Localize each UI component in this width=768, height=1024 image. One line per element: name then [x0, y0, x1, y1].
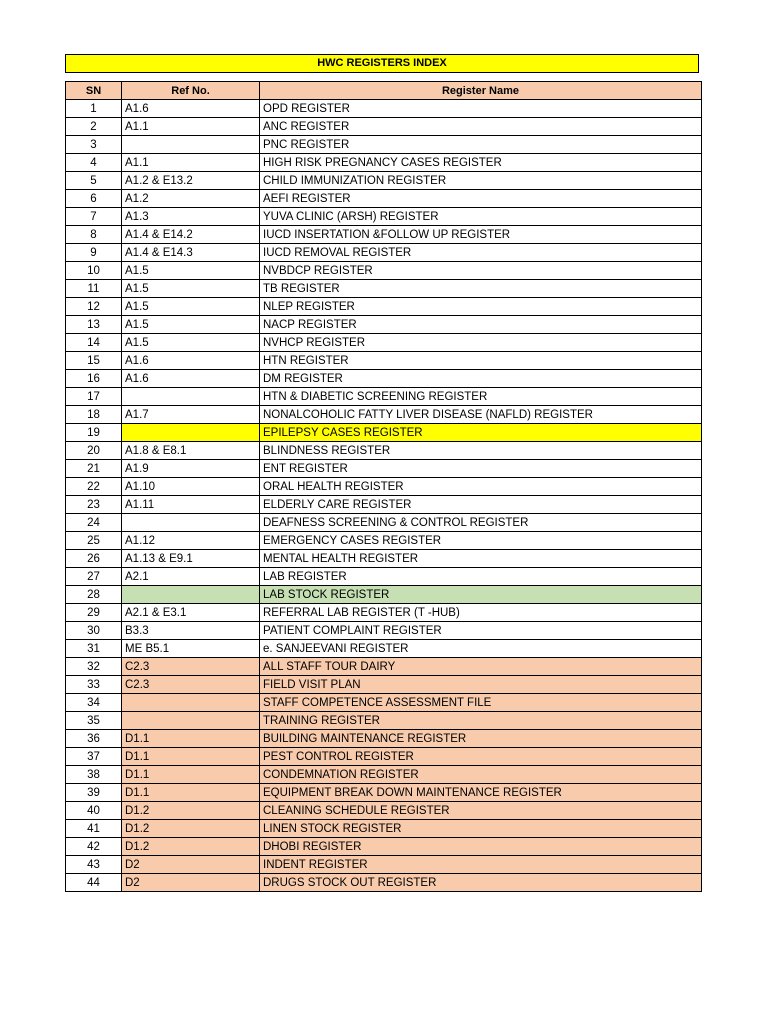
row-sn: 5: [66, 172, 122, 190]
table-row: [66, 478, 702, 496]
table-row: [66, 460, 702, 478]
row-sn: 23: [66, 496, 122, 514]
row-sn: 35: [66, 712, 122, 730]
row-ref-no: A1.4 & E14.3: [122, 244, 260, 262]
row-register-name: NVHCP REGISTER: [260, 334, 702, 352]
row-register-name: EMERGENCY CASES REGISTER: [260, 532, 702, 550]
row-ref-no: D1.1: [122, 748, 260, 766]
row-register-name: TB REGISTER: [260, 280, 702, 298]
row-register-name: HTN & DIABETIC SCREENING REGISTER: [260, 388, 702, 406]
row-sn: 38: [66, 766, 122, 784]
row-ref-no: A1.1: [122, 154, 260, 172]
row-sn: 7: [66, 208, 122, 226]
row-register-name: CLEANING SCHEDULE REGISTER: [260, 802, 702, 820]
row-register-name: LAB REGISTER: [260, 568, 702, 586]
page-title: HWC REGISTERS INDEX: [65, 54, 699, 73]
table-row: [66, 298, 702, 316]
row-sn: 8: [66, 226, 122, 244]
table-row: [66, 820, 702, 838]
table-row: [66, 172, 702, 190]
row-sn: 36: [66, 730, 122, 748]
row-sn: 19: [66, 424, 122, 442]
row-sn: 33: [66, 676, 122, 694]
row-sn: 44: [66, 874, 122, 892]
table-row: [66, 226, 702, 244]
table-row: [66, 406, 702, 424]
row-ref-no: A1.2 & E13.2: [122, 172, 260, 190]
row-ref-no: A1.13 & E9.1: [122, 550, 260, 568]
table-row: [66, 694, 702, 712]
row-register-name: DHOBI REGISTER: [260, 838, 702, 856]
row-register-name: e. SANJEEVANI REGISTER: [260, 640, 702, 658]
table-row: [66, 622, 702, 640]
table-row: [66, 370, 702, 388]
table-row: [66, 784, 702, 802]
row-sn: 3: [66, 136, 122, 154]
table-row: [66, 244, 702, 262]
row-register-name: ENT REGISTER: [260, 460, 702, 478]
row-register-name: EQUIPMENT BREAK DOWN MAINTENANCE REGISTER: [260, 784, 702, 802]
table-row: [66, 802, 702, 820]
row-register-name: DEAFNESS SCREENING & CONTROL REGISTER: [260, 514, 702, 532]
table-body: [66, 100, 702, 892]
row-sn: 17: [66, 388, 122, 406]
row-register-name: PEST CONTROL REGISTER: [260, 748, 702, 766]
table-row: [66, 640, 702, 658]
row-register-name: OPD REGISTER: [260, 100, 702, 118]
row-ref-no: A1.12: [122, 532, 260, 550]
table-row: [66, 766, 702, 784]
row-ref-no: A1.5: [122, 334, 260, 352]
row-ref-no: A1.7: [122, 406, 260, 424]
row-ref-no: A2.1: [122, 568, 260, 586]
row-register-name: TRAINING REGISTER: [260, 712, 702, 730]
row-register-name: NLEP REGISTER: [260, 298, 702, 316]
header-ref: Ref No.: [122, 82, 260, 100]
row-sn: 39: [66, 784, 122, 802]
row-register-name: PNC REGISTER: [260, 136, 702, 154]
row-ref-no: D1.2: [122, 802, 260, 820]
row-ref-no: A1.11: [122, 496, 260, 514]
row-ref-no: D1.2: [122, 820, 260, 838]
row-ref-no: A1.5: [122, 298, 260, 316]
row-sn: 9: [66, 244, 122, 262]
row-ref-no: A1.1: [122, 118, 260, 136]
table-row: [66, 568, 702, 586]
row-ref-no: A1.6: [122, 100, 260, 118]
row-sn: 22: [66, 478, 122, 496]
row-sn: 20: [66, 442, 122, 460]
row-ref-no: [122, 424, 260, 442]
row-ref-no: D2: [122, 856, 260, 874]
row-ref-no: [122, 136, 260, 154]
table-row: [66, 352, 702, 370]
row-register-name: BUILDING MAINTENANCE REGISTER: [260, 730, 702, 748]
row-register-name: HTN REGISTER: [260, 352, 702, 370]
row-sn: 24: [66, 514, 122, 532]
row-sn: 43: [66, 856, 122, 874]
table-row: [66, 208, 702, 226]
table-row: [66, 280, 702, 298]
table-row: [66, 532, 702, 550]
row-sn: 28: [66, 586, 122, 604]
row-sn: 10: [66, 262, 122, 280]
row-register-name: DM REGISTER: [260, 370, 702, 388]
row-ref-no: [122, 586, 260, 604]
row-sn: 42: [66, 838, 122, 856]
table-row: [66, 874, 702, 892]
row-sn: 18: [66, 406, 122, 424]
row-register-name: AEFI REGISTER: [260, 190, 702, 208]
table-row: [66, 586, 702, 604]
table-row: [66, 190, 702, 208]
table-row: [66, 604, 702, 622]
row-register-name: IUCD INSERTATION &FOLLOW UP REGISTER: [260, 226, 702, 244]
table-row: [66, 316, 702, 334]
row-register-name: MENTAL HEALTH REGISTER: [260, 550, 702, 568]
table-row: [66, 334, 702, 352]
header-register-name: Register Name: [260, 82, 702, 100]
header-row: [66, 82, 702, 100]
row-register-name: DRUGS STOCK OUT REGISTER: [260, 874, 702, 892]
row-register-name: YUVA CLINIC (ARSH) REGISTER: [260, 208, 702, 226]
row-register-name: ANC REGISTER: [260, 118, 702, 136]
row-ref-no: [122, 514, 260, 532]
row-ref-no: A1.6: [122, 370, 260, 388]
table-row: [66, 856, 702, 874]
row-sn: 12: [66, 298, 122, 316]
table-row: [66, 514, 702, 532]
row-ref-no: A1.4 & E14.2: [122, 226, 260, 244]
row-register-name: NVBDCP REGISTER: [260, 262, 702, 280]
row-register-name: INDENT REGISTER: [260, 856, 702, 874]
row-register-name: STAFF COMPETENCE ASSESSMENT FILE: [260, 694, 702, 712]
row-sn: 21: [66, 460, 122, 478]
row-sn: 25: [66, 532, 122, 550]
row-register-name: LINEN STOCK REGISTER: [260, 820, 702, 838]
row-sn: 15: [66, 352, 122, 370]
registers-table: [65, 81, 702, 892]
row-sn: 34: [66, 694, 122, 712]
table-row: [66, 424, 702, 442]
row-register-name: CHILD IMMUNIZATION REGISTER: [260, 172, 702, 190]
table-row: [66, 676, 702, 694]
row-sn: 11: [66, 280, 122, 298]
row-ref-no: A1.8 & E8.1: [122, 442, 260, 460]
row-ref-no: [122, 712, 260, 730]
table-row: [66, 136, 702, 154]
row-ref-no: D1.2: [122, 838, 260, 856]
row-register-name: ALL STAFF TOUR DAIRY: [260, 658, 702, 676]
row-sn: 14: [66, 334, 122, 352]
row-ref-no: [122, 388, 260, 406]
row-sn: 6: [66, 190, 122, 208]
row-register-name: LAB STOCK REGISTER: [260, 586, 702, 604]
row-register-name: FIELD VISIT PLAN: [260, 676, 702, 694]
row-ref-no: D2: [122, 874, 260, 892]
table-row: [66, 730, 702, 748]
row-ref-no: A2.1 & E3.1: [122, 604, 260, 622]
row-ref-no: A1.9: [122, 460, 260, 478]
row-ref-no: A1.5: [122, 262, 260, 280]
row-ref-no: ME B5.1: [122, 640, 260, 658]
row-ref-no: A1.5: [122, 316, 260, 334]
row-sn: 40: [66, 802, 122, 820]
table-row: [66, 712, 702, 730]
row-ref-no: A1.3: [122, 208, 260, 226]
row-ref-no: A1.10: [122, 478, 260, 496]
table-row: [66, 118, 702, 136]
row-register-name: REFERRAL LAB REGISTER (T -HUB): [260, 604, 702, 622]
row-register-name: BLINDNESS REGISTER: [260, 442, 702, 460]
row-sn: 41: [66, 820, 122, 838]
row-ref-no: B3.3: [122, 622, 260, 640]
row-register-name: CONDEMNATION REGISTER: [260, 766, 702, 784]
row-ref-no: [122, 694, 260, 712]
row-sn: 2: [66, 118, 122, 136]
row-register-name: IUCD REMOVAL REGISTER: [260, 244, 702, 262]
row-sn: 37: [66, 748, 122, 766]
table-row: [66, 550, 702, 568]
row-sn: 29: [66, 604, 122, 622]
row-sn: 16: [66, 370, 122, 388]
row-sn: 27: [66, 568, 122, 586]
row-ref-no: D1.1: [122, 730, 260, 748]
row-sn: 4: [66, 154, 122, 172]
row-ref-no: A1.2: [122, 190, 260, 208]
table-row: [66, 838, 702, 856]
row-register-name: ELDERLY CARE REGISTER: [260, 496, 702, 514]
table-row: [66, 496, 702, 514]
table-row: [66, 154, 702, 172]
row-sn: 26: [66, 550, 122, 568]
table-row: [66, 442, 702, 460]
row-register-name: EPILEPSY CASES REGISTER: [260, 424, 702, 442]
table-row: [66, 388, 702, 406]
table-row: [66, 262, 702, 280]
row-sn: 13: [66, 316, 122, 334]
row-ref-no: C2.3: [122, 676, 260, 694]
row-ref-no: D1.1: [122, 766, 260, 784]
table-row: [66, 100, 702, 118]
row-ref-no: C2.3: [122, 658, 260, 676]
row-ref-no: A1.6: [122, 352, 260, 370]
row-sn: 31: [66, 640, 122, 658]
row-register-name: ORAL HEALTH REGISTER: [260, 478, 702, 496]
table-row: [66, 658, 702, 676]
row-register-name: HIGH RISK PREGNANCY CASES REGISTER: [260, 154, 702, 172]
row-ref-no: D1.1: [122, 784, 260, 802]
row-sn: 32: [66, 658, 122, 676]
row-sn: 1: [66, 100, 122, 118]
row-sn: 30: [66, 622, 122, 640]
header-sn: SN: [66, 82, 122, 100]
table-row: [66, 748, 702, 766]
row-register-name: NACP REGISTER: [260, 316, 702, 334]
row-register-name: NONALCOHOLIC FATTY LIVER DISEASE (NAFLD) REGISTER: [260, 406, 702, 424]
row-register-name: PATIENT COMPLAINT REGISTER: [260, 622, 702, 640]
row-ref-no: A1.5: [122, 280, 260, 298]
